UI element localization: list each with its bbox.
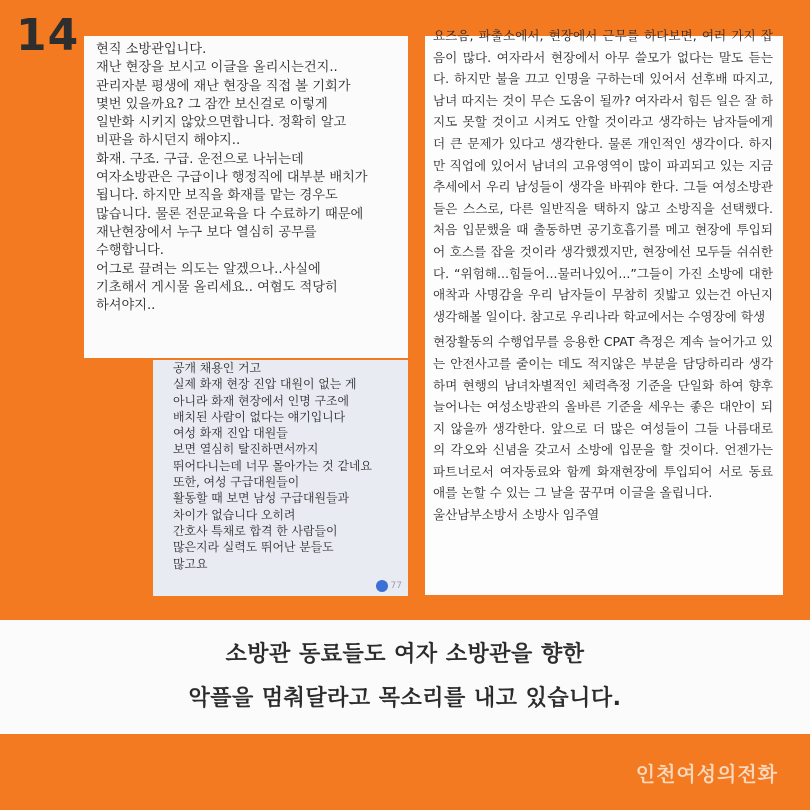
comment-line: 여자소방관은 구급이나 행정직에 대부분 배치가: [96, 170, 368, 186]
comment-line: 현직 소방관입니다.: [96, 42, 207, 57]
letter-paragraph: 현장활동의 수행업무를 응용한 CPAT 측정은 계속 늘어가고 있는 안전사고를 줄이는 데도 적지않은 부분을 담당하리라 생각하며 현행의 남녀차별적인 체력측정 기준을 단일화 하여 향후 늘어나는 여성소방관의 올바른 기준을 세우는 좋은 대안이 되지 않을까 생각한다. 앞으로 더 많은 여성들이 그들 나름대로의 각오와 신념을 갖고서 소방에 입문을 할 것이다. 언젠가는 파트너로서 여자동료와 함께 화재현장에 투입되어 서로 동료애를 논할 수 있는 그 날을 꿈꾸며 이글을 올립니다.: [433, 334, 773, 501]
comment-line: 하셔야지..: [96, 298, 156, 314]
organization-logo: 인천여성의전화: [635, 762, 778, 786]
comment-line: 뛰어다니는데 너무 몰아가는 것 같네요: [173, 458, 372, 473]
comment-line: 관리자분 평생에 재난 현장을 직접 볼 기회가: [96, 78, 351, 94]
comment-line: 일반화 시키지 않았으면합니다. 정확히 알고: [96, 115, 347, 131]
thumbs-up-icon: [376, 580, 388, 592]
comment-line: 공개 채용인 거고: [173, 361, 261, 375]
comment-line: 어그로 끌려는 의도는 알겠으나..사실에: [96, 261, 321, 277]
comment-line: 재난현장에서 누구 보다 열심히 공무를: [96, 224, 317, 240]
letter-paragraph: 요즈음, 파출소에서, 현장에서 근무를 하다보면, 여러 가지 잡음이 많다. 여자라서 현장에서 아무 쓸모가 없다는 말도 듣는다. 하지만 불을 끄고 인명을 구하는데 있어서 선후배 따지고, 남녀 따지는 것이 무슨 도움이 될까? 여자라서 힘든 일은 잘 하지도 못할 것이고 시켜도 안할 것이라고 생각하는 남자들에게 더 큰 문제가 있다고 생각한다. 물론 개인적인 생각이다. 하지만 직업에 있어서 남녀의 고유영역이 많이 파괴되고 있는 지금추세에서 우리 남성들이 생각을 바꿔야 한다. 그들 여성소방관들은 스스로, 다른 일반직을 택하지 않고 소방직을 선택했다. 처음 입문했을 때 출동하면 공기호흡기를 메고 현장에 투입되어 호스를 잡을 것이라 생각했겠지만, 현장에선 모두들 쉬쉬한다. “위험해...힘들어...물러나있어...”그들이 가진 소방에 대한 애착과 사명감을 우리 남자들이 무참히 짓밟고 있는건 아닌지 생각해볼 일이다. 참고로 우리나라 학교에서는 수영장에 학생: [433, 28, 773, 324]
like-badge[interactable]: [376, 578, 402, 594]
comment-line: 됩니다. 하지만 보직을 화재를 맡는 경우도: [96, 188, 338, 204]
letter-screenshot: [425, 28, 783, 595]
comment-line: 몇번 있을까요? 그 잠깐 보신걸로 이렇게: [96, 96, 328, 112]
comment-line: 수행합니다.: [96, 243, 164, 259]
comment-line: 비판을 하시던지 해야지..: [96, 133, 241, 149]
caption-line-1: 소방관 동료들도 여자 소방관을 향한: [225, 642, 585, 667]
caption-band: [0, 620, 810, 734]
comment-line: 많습니다. 물론 전문교육을 다 수료하기 때문에: [96, 206, 364, 222]
comment-line: 많은지라 실력도 뛰어난 분들도: [173, 540, 334, 555]
page-number: 14: [16, 10, 80, 61]
comment-line: 화재. 구조. 구급. 운전으로 나뉘는데: [96, 151, 304, 167]
comment-screenshot-recruitment: [153, 360, 408, 596]
comment-line: 재난 현장을 보시고 이글을 올리시는건지..: [96, 60, 338, 76]
comment-line: 여성 화재 진압 대원들: [173, 426, 288, 441]
caption-line-2: 악플을 멈춰달라고 목소리를 내고 있습니다.: [188, 686, 622, 711]
comment-line: 보면 열심히 탈진하면서까지: [173, 442, 319, 457]
comment-line: 실제 화재 현장 진압 대원이 없는 게: [173, 377, 357, 392]
comment-line: 아니라 화재 현장에서 인명 구조에: [173, 393, 349, 408]
like-count: 77: [390, 580, 402, 591]
comment-line: 차이가 없습니다 오히려: [173, 507, 296, 522]
comment-line: 간호사 특채로 합격 한 사람들이: [173, 523, 338, 538]
comment-line: 배치된 사람이 없다는 얘기입니다: [173, 409, 346, 424]
comment-line: 또한, 여성 구급대원들이: [173, 475, 300, 490]
comment-line: 활동할 때 보면 남성 구급대원들과: [173, 491, 349, 506]
letter-signature: 울산남부소방서 소방사 임주열: [433, 507, 600, 523]
comment-line: 많고요: [173, 556, 208, 571]
comment-line: 기초해서 게시물 올리세요.. 여혐도 적당히: [96, 279, 338, 295]
comment-screenshot-firefighter: [84, 36, 408, 358]
